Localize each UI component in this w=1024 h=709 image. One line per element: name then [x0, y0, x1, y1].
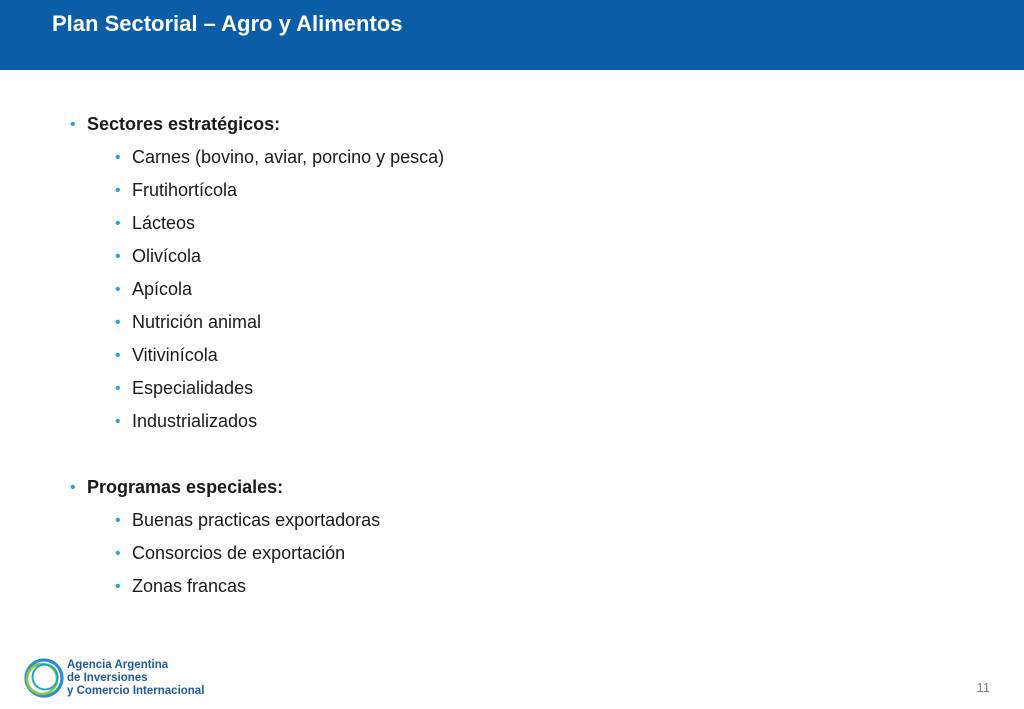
list-item	[70, 240, 970, 273]
list-item-label: Industrializados	[132, 411, 258, 431]
bullet-icon: •	[115, 544, 121, 562]
title-bar	[0, 0, 1024, 70]
list-item	[70, 174, 970, 207]
section-sectores	[70, 108, 970, 438]
bullet-icon: •	[115, 379, 121, 397]
list-item	[70, 207, 970, 240]
section-programas	[70, 471, 970, 603]
page-number: 11	[976, 680, 990, 695]
logo-rings-icon	[22, 656, 66, 700]
bullet-icon: •	[115, 214, 121, 232]
logo-line-1: Agencia Argentina	[67, 659, 169, 671]
list-item-label: Consorcios de exportación	[132, 543, 346, 563]
section-heading	[70, 108, 970, 141]
list-item-label: Lácteos	[132, 213, 196, 233]
slide-title: Plan Sectorial – Agro y Alimentos	[52, 11, 403, 36]
slide-content	[70, 108, 970, 603]
bullet-icon: •	[115, 247, 121, 265]
list-item-label: Nutrición animal	[132, 312, 262, 332]
bullet-icon: •	[115, 181, 121, 199]
list-item	[70, 306, 970, 339]
section-heading	[70, 471, 970, 504]
section-heading-label: Sectores estratégicos:	[87, 114, 281, 134]
list-item-label: Frutihortícola	[132, 180, 238, 200]
list-item	[70, 504, 970, 537]
list-item-label: Apícola	[132, 279, 193, 299]
section-heading-label: Programas especiales:	[87, 477, 284, 497]
bullet-icon: •	[70, 478, 76, 496]
list-item	[70, 273, 970, 306]
logo-line-3: y Comercio Internacional	[67, 685, 205, 697]
list-item-label: Buenas practicas exportadoras	[132, 510, 381, 530]
list-item-label: Especialidades	[132, 378, 254, 398]
list-item	[70, 537, 970, 570]
bullet-icon: •	[70, 115, 76, 133]
bullet-icon: •	[115, 148, 121, 166]
list-item	[70, 405, 970, 438]
logo-line-2: de Inversiones	[67, 672, 148, 684]
list-item-label: Zonas francas	[132, 576, 247, 596]
list-item	[70, 141, 970, 174]
bullet-icon: •	[115, 280, 121, 298]
bullet-icon: •	[115, 511, 121, 529]
bullet-icon: •	[115, 346, 121, 364]
bullet-icon: •	[115, 313, 121, 331]
list-item-label: Vitivinícola	[132, 345, 218, 365]
bullet-icon: •	[115, 412, 121, 430]
list-item-label: Carnes (bovino, aviar, porcino y pesca)	[132, 147, 445, 167]
bullet-icon: •	[115, 577, 121, 595]
logo-text	[67, 659, 204, 698]
agency-logo	[22, 656, 222, 702]
list-item-label: Olivícola	[132, 246, 202, 266]
list-item	[70, 372, 970, 405]
list-item	[70, 570, 970, 603]
list-item	[70, 339, 970, 372]
